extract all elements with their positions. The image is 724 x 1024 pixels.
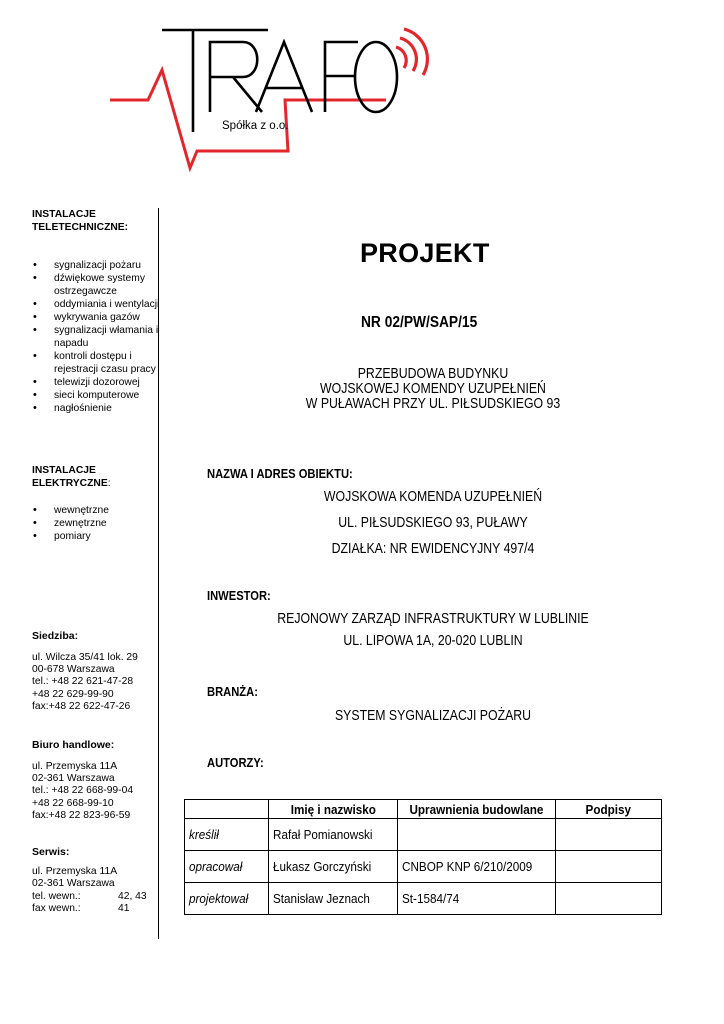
- serwis-fax-label: fax wewn.:: [32, 903, 81, 915]
- address-line: ul. Wilcza 35/41 lok. 29: [32, 652, 138, 663]
- address-line: 02-361 Warszawa: [32, 773, 115, 785]
- biuro-address: [32, 760, 162, 821]
- role-cell: projektował: [185, 883, 269, 915]
- signature-cell: [555, 819, 661, 851]
- investor-address: [207, 611, 659, 655]
- project-number: NR 02/PW/SAP/15: [361, 314, 478, 331]
- serwis-fax-value: 41: [118, 903, 130, 915]
- list-item: • nagłośnienie: [32, 402, 160, 415]
- description-line: WOJSKOWEJ KOMENDY UZUPEŁNIEŃ: [320, 381, 546, 397]
- branch-value: SYSTEM SYGNALIZACJI POŻARU: [334, 708, 532, 724]
- license-cell: St-1584/74: [397, 883, 555, 915]
- address-line: 00-678 Warszawa: [32, 664, 115, 676]
- teletech-list: [32, 259, 160, 415]
- electric-list: [32, 504, 160, 543]
- electric-title-text: INSTALACJE ELEKTRYCZNE: [32, 465, 108, 489]
- license-cell: CNBOP KNP 6/210/2009: [397, 851, 555, 883]
- page-title: PROJEKT: [360, 238, 490, 268]
- header-cell: Uprawnienia budowlane: [397, 800, 555, 819]
- table-row: [185, 883, 662, 915]
- header-cell: [185, 800, 269, 819]
- project-description: [207, 367, 659, 412]
- address-line: +48 22 629-99-90: [32, 688, 114, 700]
- header-cell: Podpisy: [555, 800, 661, 819]
- logo-subtitle: Spółka z o.o.: [222, 120, 289, 132]
- list-item: • dźwiękowe systemy ostrzegawcze: [32, 272, 160, 298]
- role-cell: kreślił: [185, 819, 269, 851]
- serwis-title: Serwis:: [32, 846, 70, 858]
- list-item: • wewnętrzne: [32, 504, 160, 517]
- branch-value-block: [207, 708, 659, 724]
- address-line: fax:+48 22 622-47-26: [32, 700, 131, 712]
- branch-label: BRANŻA:: [207, 684, 258, 699]
- serwis-tel-value: 42, 43: [118, 891, 147, 902]
- address-line: +48 22 668-99-10: [32, 797, 114, 809]
- object-address: [207, 489, 659, 567]
- object-line: WOJSKOWA KOMENDA UZUPEŁNIEŃ: [323, 489, 543, 505]
- object-label: NAZWA I ADRES OBIEKTU:: [207, 466, 353, 481]
- list-item: • sygnalizacji pożaru: [32, 259, 160, 272]
- name-cell: Stanisław Jeznach: [269, 883, 398, 915]
- address-line: 02-361 Warszawa: [32, 878, 115, 890]
- electric-title-suffix: :: [107, 478, 111, 489]
- authors-table: [184, 799, 662, 915]
- serwis-tel-label: tel. wewn.:: [32, 891, 81, 902]
- list-item: • wykrywania gazów: [32, 311, 160, 324]
- signature-cell: [555, 883, 661, 915]
- table-row: [185, 819, 662, 851]
- siedziba-title: Siedziba:: [32, 630, 79, 642]
- header-cell: Imię i nazwisko: [269, 800, 398, 819]
- trafo-logo: [0, 0, 724, 200]
- signature-cell: [555, 851, 661, 883]
- electric-title: [32, 464, 162, 490]
- list-item: • kontroli dostępu i rejestracji czasu pracy: [32, 350, 160, 376]
- name-cell: Rafał Pomianowski: [269, 819, 398, 851]
- serwis-address: [32, 865, 162, 889]
- license-cell: [397, 819, 555, 851]
- object-line: DZIAŁKA: NR EWIDENCYJNY 497/4: [331, 541, 535, 557]
- list-item: • sieci komputerowe: [32, 389, 160, 402]
- serwis-phones: [32, 890, 162, 914]
- address-line: tel.: +48 22 668-99-04: [32, 785, 134, 797]
- description-line: PRZEBUDOWA BUDYNKU: [357, 366, 509, 382]
- address-line: tel.: +48 22 621-47-28: [32, 676, 134, 688]
- list-item: • zewnętrzne: [32, 517, 160, 530]
- authors-label: AUTORZY:: [207, 755, 264, 770]
- list-item: • telewizji dozorowej: [32, 376, 160, 389]
- investor-line: UL. LIPOWA 1A, 20-020 LUBLIN: [343, 633, 523, 649]
- list-item: • sygnalizacji włamania i napadu: [32, 324, 160, 350]
- address-line: ul. Przemyska 11A: [32, 761, 118, 772]
- address-line: ul. Przemyska 11A: [32, 866, 118, 877]
- address-line: fax:+48 22 823-96-59: [32, 809, 131, 821]
- table-row: [185, 851, 662, 883]
- investor-line: REJONOWY ZARZĄD INFRASTRUKTURY W LUBLINIE: [277, 611, 589, 627]
- pulse-line-icon: [110, 70, 386, 168]
- biuro-title: Biuro handlowe:: [32, 739, 115, 751]
- role-cell: opracował: [185, 851, 269, 883]
- name-cell: Łukasz Gorczyński: [269, 851, 398, 883]
- description-line: W PUŁAWACH PRZY UL. PIŁSUDSKIEGO 93: [305, 396, 561, 412]
- list-item: • oddymiania i wentylacji: [32, 298, 160, 311]
- object-line: UL. PIŁSUDSKIEGO 93, PUŁAWY: [338, 515, 528, 531]
- siedziba-address: [32, 651, 162, 712]
- teletech-title: INSTALACJE TELETECHNICZNE:: [32, 209, 129, 233]
- investor-label: INWESTOR:: [207, 588, 271, 603]
- list-item: • pomiary: [32, 530, 160, 543]
- table-header-row: [185, 800, 662, 819]
